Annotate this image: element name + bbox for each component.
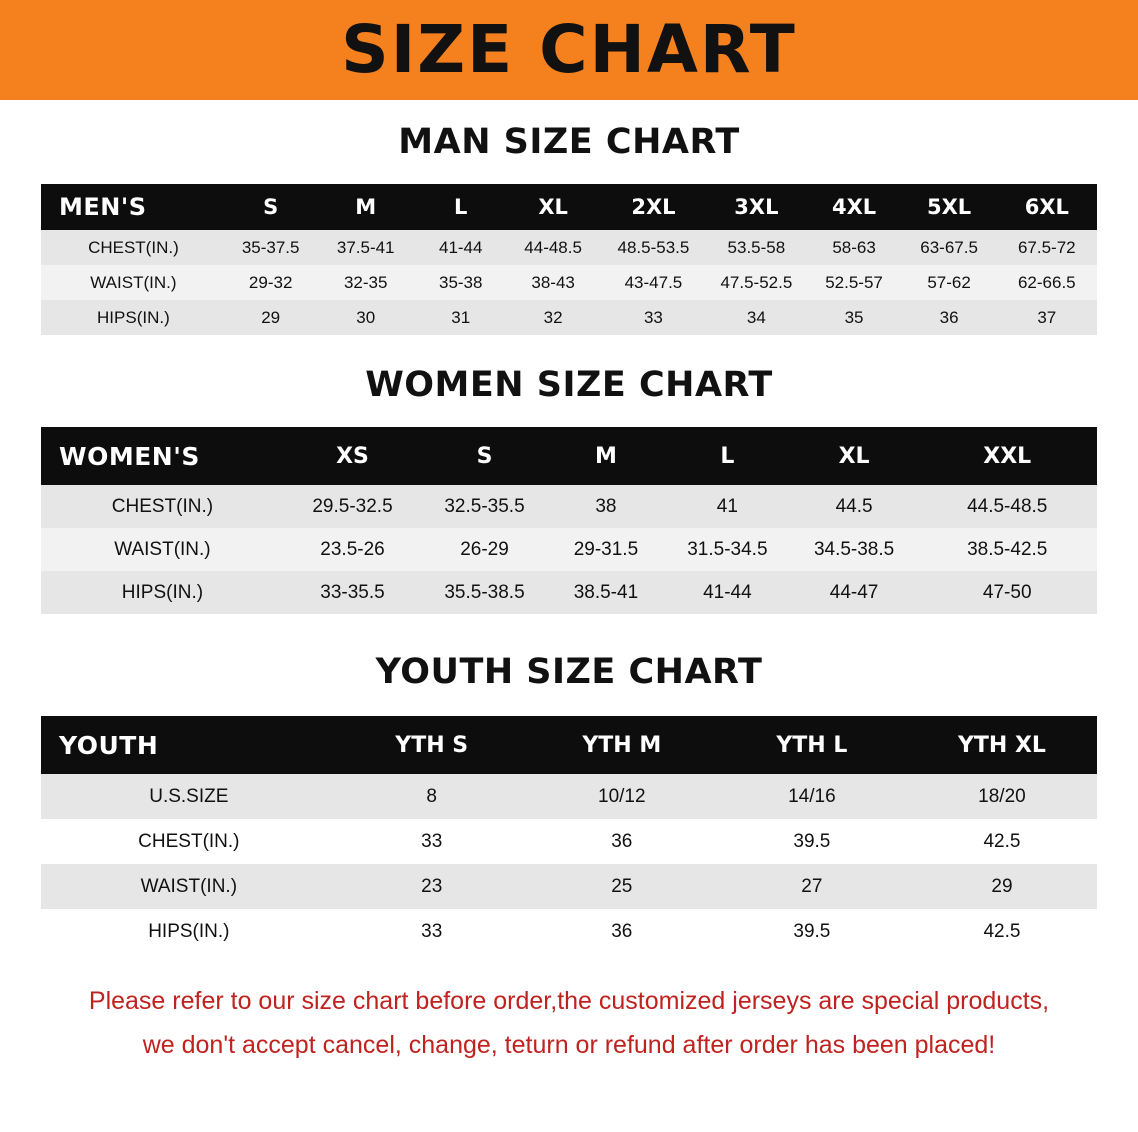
men-cell: 37 [1037, 307, 1057, 327]
youth-cell: 18/20 [978, 785, 1026, 807]
policy-note [39, 980, 1099, 1068]
youth-cell: 23 [421, 875, 443, 897]
men-cell: 30 [356, 307, 376, 327]
men-row-label: HIPS(IN.) [97, 307, 170, 327]
women-header-cell: XXL [983, 443, 1032, 469]
women-section-title: WOMEN SIZE CHART [365, 365, 773, 405]
youth-cell: 39.5 [793, 830, 831, 852]
women-cell: 44-47 [829, 581, 879, 603]
women-cell: 33-35.5 [320, 581, 385, 603]
women-cell: 29-31.5 [573, 538, 639, 560]
table-row [41, 485, 1097, 528]
women-header-cell: M [594, 443, 617, 469]
men-cell: 35 [844, 307, 864, 327]
men-cell: 48.5-53.5 [617, 237, 690, 257]
women-size-table [41, 427, 1097, 614]
table-row [41, 265, 1097, 300]
youth-row-label: HIPS(IN.) [148, 920, 230, 942]
youth-cell: 10/12 [598, 785, 646, 807]
men-cell: 37.5-41 [336, 237, 395, 257]
table-row [41, 230, 1097, 265]
men-cell: 63-67.5 [920, 237, 978, 257]
youth-header-cell: YTH M [582, 732, 662, 758]
men-header-cell: MEN'S [59, 193, 147, 221]
youth-section-title: YOUTH SIZE CHART [375, 652, 763, 692]
women-header-cell: S [476, 443, 493, 469]
youth-cell: 42.5 [983, 830, 1021, 852]
youth-cell: 33 [421, 830, 443, 852]
men-cell: 32-35 [343, 272, 388, 292]
men-cell: 43-47.5 [624, 272, 683, 292]
men-cell: 67.5-72 [1017, 237, 1076, 257]
banner [0, 0, 1138, 100]
youth-size-table [41, 716, 1097, 954]
table-row [41, 300, 1097, 335]
women-cell: 47-50 [982, 581, 1032, 603]
women-header-cell: XL [838, 443, 870, 469]
women-cell: 44.5-48.5 [967, 495, 1048, 517]
women-cell: 38 [595, 495, 617, 517]
man-section-title: MAN SIZE CHART [398, 122, 740, 162]
men-cell: 57-62 [927, 272, 971, 292]
women-cell: 41 [716, 495, 738, 517]
youth-row-label: U.S.SIZE [149, 785, 229, 807]
women-table-wrap [41, 427, 1097, 614]
women-cell: 38.5-41 [573, 581, 639, 603]
women-cell: 44.5 [835, 495, 873, 517]
men-row-label: WAIST(IN.) [90, 272, 177, 292]
women-header-cell: XS [336, 443, 369, 469]
men-cell: 29-32 [248, 272, 293, 292]
men-cell: 35-38 [438, 272, 483, 292]
page-title: SIZE CHART [341, 11, 797, 88]
youth-cell: 33 [421, 920, 443, 942]
men-header-cell: L [454, 195, 468, 219]
youth-row-label: CHEST(IN.) [138, 830, 240, 852]
men-header-cell: S [263, 195, 279, 219]
men-cell: 36 [939, 307, 959, 327]
women-cell: 31.5-34.5 [687, 538, 768, 560]
men-cell: 31 [451, 307, 471, 327]
policy-note-line-1: Please refer to our size chart before order,the customized jerseys are special products, [88, 987, 1050, 1015]
women-cell: 29.5-32.5 [312, 495, 393, 517]
women-row-label: CHEST(IN.) [111, 495, 214, 517]
women-table-header-row [41, 427, 1097, 485]
table-row [41, 819, 1097, 864]
youth-header-cell: YTH L [776, 732, 848, 758]
youth-header-cell: YTH XL [957, 732, 1046, 758]
women-cell: 38.5-42.5 [967, 538, 1048, 560]
men-cell: 44-48.5 [524, 237, 582, 257]
men-header-cell: 5XL [927, 195, 972, 219]
women-cell: 26-29 [460, 538, 509, 560]
youth-cell: 27 [801, 875, 823, 897]
men-cell: 58-63 [832, 237, 876, 257]
man-table-wrap [41, 184, 1097, 335]
table-row [41, 774, 1097, 819]
men-header-cell: M [355, 195, 377, 219]
men-cell: 52.5-57 [825, 272, 883, 292]
women-cell: 23.5-26 [320, 538, 385, 560]
youth-cell: 25 [611, 875, 633, 897]
men-header-cell: XL [538, 195, 568, 219]
women-row-label: WAIST(IN.) [114, 538, 211, 560]
men-header-cell: 4XL [831, 195, 877, 219]
women-cell: 41-44 [703, 581, 752, 603]
policy-note-line-2: we don't accept cancel, change, teturn or refund after order has been placed! [142, 1030, 996, 1059]
men-cell: 47.5-52.5 [720, 272, 793, 292]
youth-table-header-row [41, 716, 1097, 774]
women-header-cell: L [720, 443, 735, 469]
table-row [41, 571, 1097, 614]
men-header-cell: 3XL [734, 195, 779, 219]
men-cell: 33 [643, 307, 663, 327]
youth-cell: 36 [611, 920, 633, 942]
youth-cell: 42.5 [983, 920, 1021, 942]
youth-header-cell: YOUTH [59, 730, 159, 760]
youth-table-wrap [41, 716, 1097, 954]
women-cell: 34.5-38.5 [813, 538, 895, 560]
youth-cell: 36 [611, 830, 633, 852]
youth-cell: 39.5 [793, 920, 831, 942]
women-header-cell: WOMEN'S [59, 441, 200, 471]
men-cell: 53.5-58 [727, 237, 786, 257]
men-table-header-row [41, 184, 1097, 230]
men-size-table [41, 184, 1097, 335]
men-row-label: CHEST(IN.) [88, 237, 179, 257]
men-header-cell: 2XL [631, 195, 676, 219]
youth-row-label: WAIST(IN.) [140, 875, 238, 897]
men-cell: 29 [261, 307, 281, 327]
youth-header-cell: YTH S [395, 732, 469, 758]
men-cell: 34 [746, 307, 766, 327]
youth-cell: 14/16 [788, 785, 836, 807]
table-row [41, 528, 1097, 571]
women-row-label: HIPS(IN.) [121, 581, 204, 603]
women-cell: 32.5-35.5 [444, 495, 525, 517]
men-cell: 38-43 [531, 272, 575, 292]
men-header-cell: 6XL [1024, 195, 1069, 219]
men-cell: 62-66.5 [1017, 272, 1076, 292]
men-cell: 35-37.5 [241, 237, 300, 257]
table-row [41, 864, 1097, 909]
women-cell: 35.5-38.5 [444, 581, 525, 603]
table-row [41, 909, 1097, 954]
youth-cell: 8 [426, 785, 437, 807]
men-cell: 41-44 [438, 237, 483, 257]
youth-cell: 29 [991, 875, 1013, 897]
men-cell: 32 [543, 307, 563, 327]
